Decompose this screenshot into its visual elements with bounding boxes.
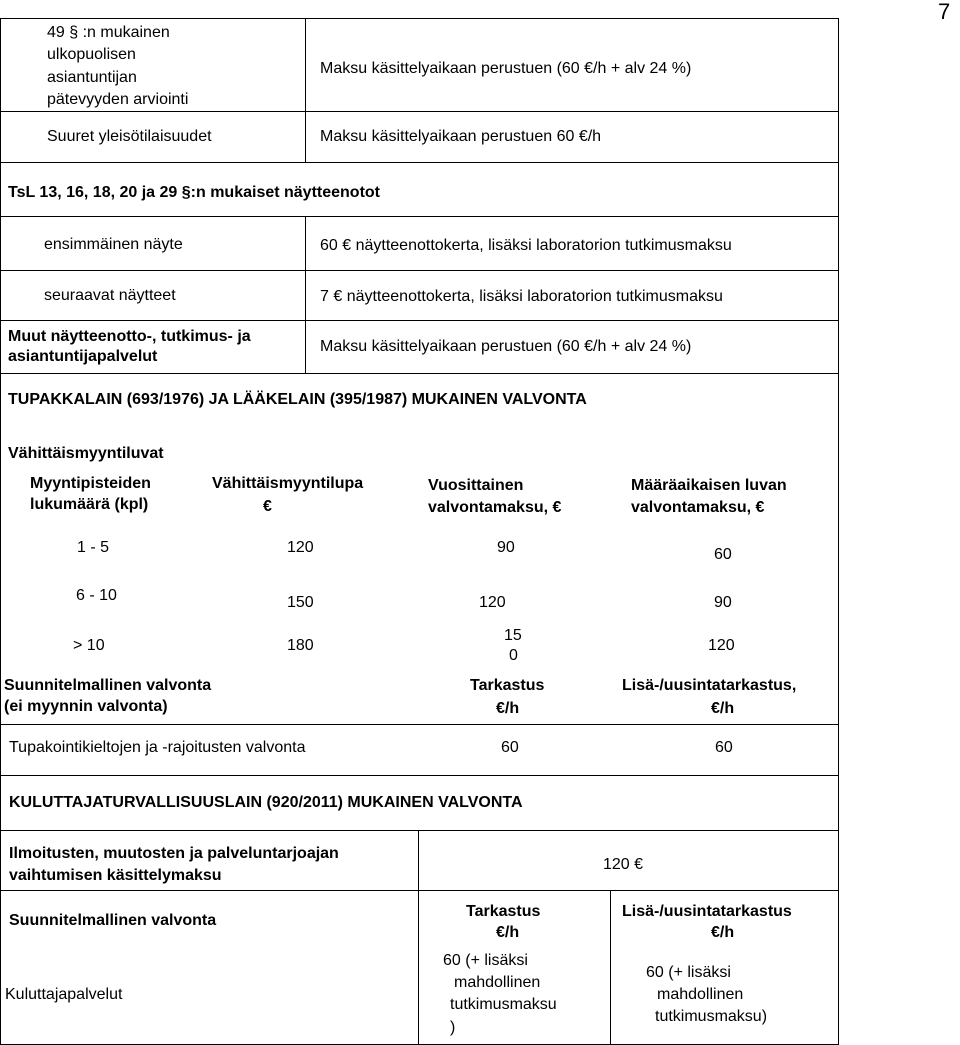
row-fee: Maksu käsittelyaikaan perustuen (60 €/h + alv 24 %): [320, 60, 692, 77]
row-fee: 7 € näytteenottokerta, lisäksi laboratorion tutkimusmaksu: [320, 288, 723, 305]
table-cell: ): [450, 1019, 456, 1036]
row-label-line: pätevyyden arviointi: [47, 91, 189, 108]
row-label-line: asiantuntijan: [47, 69, 137, 86]
column-header: €/h: [711, 700, 735, 717]
row-fee: 60 € näytteenottokerta, lisäksi laboratorion tutkimusmaksu: [320, 237, 732, 254]
column-header: Tarkastus: [470, 677, 545, 694]
row-divider: [0, 270, 839, 271]
column-divider: [305, 18, 306, 162]
section-heading: TUPAKKALAIN (693/1976) JA LÄÄKELAIN (395/1987) MUKAINEN VALVONTA: [8, 391, 587, 408]
column-divider: [418, 830, 419, 1044]
page-number: 7: [938, 0, 951, 24]
table-cell: 0: [509, 647, 518, 664]
row-label-line: Ilmoitusten, muutosten ja palveluntarjoajan: [9, 845, 339, 862]
table-cell: 90: [497, 539, 515, 556]
section-heading: TsL 13, 16, 18, 20 ja 29 §:n mukaiset näytteenotot: [8, 184, 381, 201]
row-divider: [0, 890, 839, 891]
table-cell: 120: [708, 637, 735, 654]
row-label: Suunnitelmallinen valvonta: [9, 912, 217, 929]
column-header: Määräaikaisen luvan: [631, 477, 787, 494]
table-cell: 90: [714, 594, 732, 611]
table-cell: 120: [479, 594, 506, 611]
row-fee: Maksu käsittelyaikaan perustuen 60 €/h: [320, 128, 602, 145]
table-cell: mahdollinen: [454, 974, 541, 991]
table-cell: mahdollinen: [657, 986, 744, 1003]
row-label: seuraavat näytteet: [44, 287, 176, 304]
row-label: Suuret yleisötilaisuudet: [47, 128, 212, 145]
row-label-line: 49 § :n mukainen: [47, 24, 170, 41]
table-cell: tutkimusmaksu: [450, 996, 557, 1013]
table-cell: 6 - 10: [76, 587, 117, 604]
row-divider: [0, 216, 839, 217]
table-cell: 180: [287, 637, 314, 654]
column-header: valvontamaksu, €: [631, 499, 765, 516]
row-fee: 120 €: [603, 856, 644, 873]
column-header: Vähittäismyyntilupa: [212, 475, 364, 492]
column-header: €/h: [496, 924, 520, 941]
section-heading: KULUTTAJATURVALLISUUSLAIN (920/2011) MUKAINEN VALVONTA: [9, 794, 523, 811]
column-header: €/h: [711, 924, 735, 941]
row-label-line: ulkopuolisen: [47, 46, 136, 63]
column-header: valvontamaksu, €: [428, 499, 562, 516]
row-divider: [0, 373, 839, 374]
table-cell: 60: [714, 546, 732, 563]
table-cell: tutkimusmaksu): [655, 1008, 768, 1025]
column-divider: [610, 890, 611, 1044]
column-header: Tarkastus: [466, 903, 541, 920]
table-cell: 60: [715, 739, 733, 756]
row-divider: [0, 830, 839, 831]
row-label-line: asiantuntijapalvelut: [8, 348, 158, 365]
column-header: lukumäärä (kpl): [30, 496, 149, 513]
row-label: ensimmäinen näyte: [44, 236, 183, 253]
table-cell: 1 - 5: [77, 539, 110, 556]
row-label-line: Muut näytteenotto-, tutkimus- ja: [8, 328, 251, 345]
column-header: Vuosittainen: [428, 477, 524, 494]
row-divider: [0, 18, 839, 19]
row-label-line: Suunnitelmallinen valvonta: [4, 677, 212, 694]
row-fee: Maksu käsittelyaikaan perustuen (60 €/h + alv 24 %): [320, 338, 692, 355]
column-divider: [305, 216, 306, 373]
table-cell: > 10: [73, 637, 105, 654]
row-label: Kuluttajapalvelut: [5, 986, 123, 1003]
row-label: Tupakointikieltojen ja -rajoitusten valvonta: [9, 739, 306, 756]
table-cell: 60: [501, 739, 519, 756]
column-header: €: [263, 498, 272, 515]
table-cell: 150: [287, 594, 314, 611]
table-cell: 120: [287, 539, 314, 556]
row-label-line: (ei myynnin valvonta): [4, 698, 168, 715]
row-divider: [0, 320, 839, 321]
row-divider: [0, 724, 839, 725]
column-header: Lisä-/uusintatarkastus: [622, 903, 792, 920]
table-cell: 60 (+ lisäksi: [646, 964, 731, 981]
row-label-line: vaihtumisen käsittelymaksu: [9, 867, 222, 884]
column-header: €/h: [496, 700, 520, 717]
section-subheading: Vähittäismyyntiluvat: [8, 445, 164, 462]
column-header: Lisä-/uusintatarkastus,: [622, 677, 797, 694]
table-cell: 15: [504, 627, 522, 644]
column-header: Myyntipisteiden: [30, 475, 151, 492]
table-cell: 60 (+ lisäksi: [443, 952, 528, 969]
row-divider: [0, 111, 839, 112]
row-divider: [0, 162, 839, 163]
row-divider: [0, 775, 839, 776]
